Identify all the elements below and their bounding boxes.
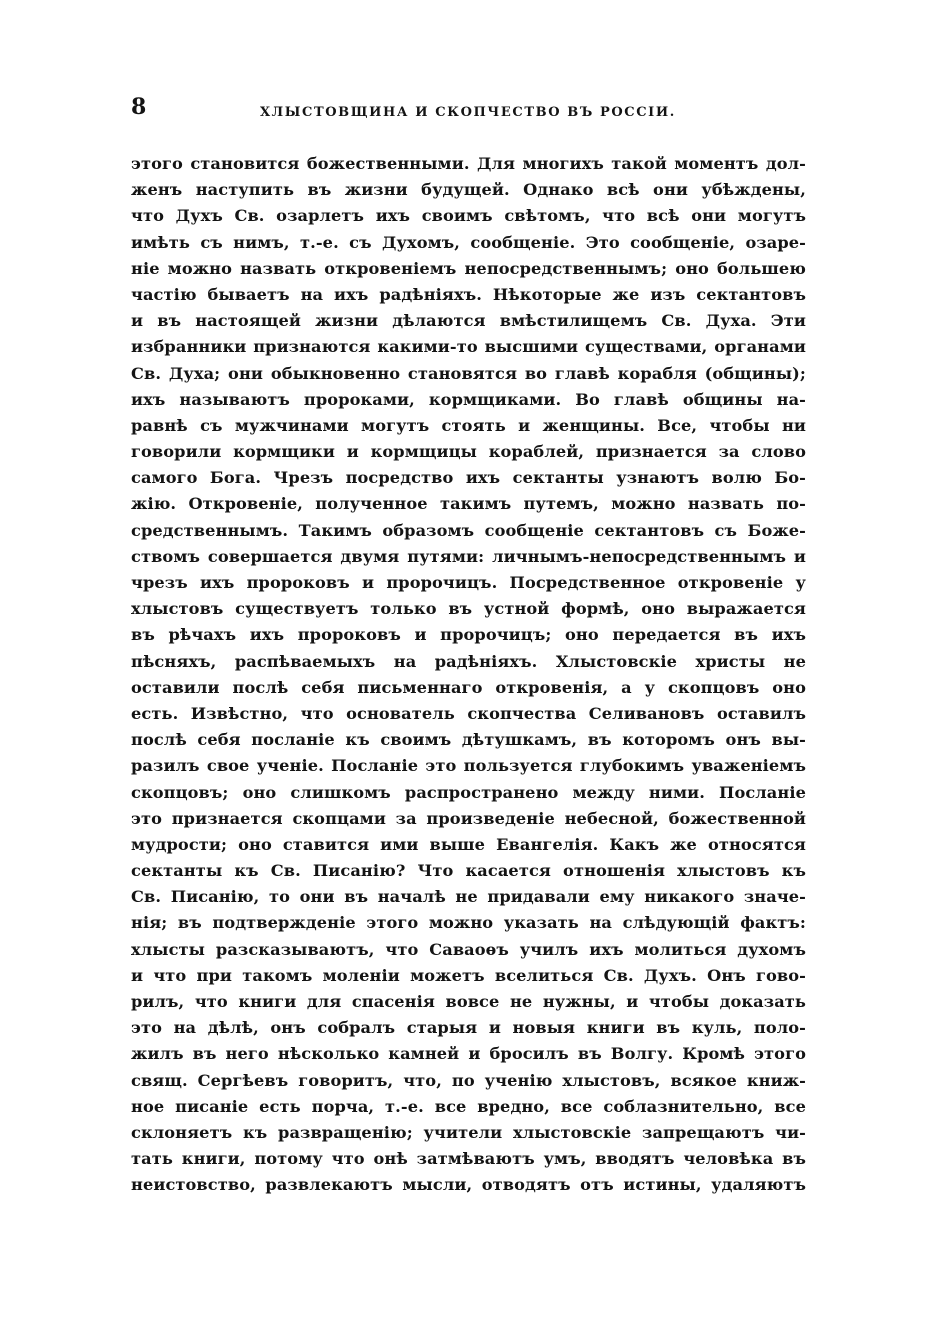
text-line: мудрости; оно ставится ими выше Евангелія. Какъ же относятся [131, 834, 806, 854]
text-line: чрезъ ихъ пророковъ и пророчицъ. Посредственное откровеніе у [131, 573, 806, 592]
text-line: Св. Духа; они обыкновенно становятся во главѣ корабля (общины); [131, 363, 806, 383]
text-line: жію. Откровеніе, полученное такимъ путемъ, можно назвать по- [131, 494, 806, 514]
text-line: жилъ въ него нѣсколько камней и бросилъ въ Волгу. Кромѣ этого [131, 1044, 806, 1064]
text-line: и что при такомъ моленіи можетъ вселиться Св. Духъ. Онъ гово- [131, 965, 806, 985]
text-line: оставили послѣ себя письменнаго откровенія, а у скопцовъ оно [131, 677, 806, 697]
running-title: ХЛЫСТОВЩИНА И СКОПЧЕСТВО ВЪ РОССІИ. [260, 105, 676, 120]
text-line: ихъ называютъ пророками, кормщиками. Во главѣ общины на- [131, 389, 806, 409]
text-line: есть. Извѣстно, что основатель скопчества Селивановъ оставилъ [131, 703, 806, 723]
text-line: неистовство, развлекаютъ мысли, отводятъ отъ истины, удаляютъ [131, 1175, 806, 1195]
text-line: женъ наступить въ жизни будущей. Однако всѣ они убѣждены, [131, 180, 806, 200]
text-line: разилъ свое ученіе. Посланіе это пользуется глубокимъ уваженіемъ [131, 756, 806, 776]
text-line: свящ. Сергѣевъ говоритъ, что, по ученію хлыстовъ, всякое книж- [131, 1070, 806, 1090]
text-line: этого становится божественными. Для многихъ такой моментъ дол- [131, 154, 806, 173]
text-line: нія; въ подтвержденіе этого можно указать на слѣдующій фактъ: [131, 913, 806, 933]
text-line: средственнымъ. Такимъ образомъ сообщеніе сектантовъ съ Боже- [131, 520, 806, 540]
text-line: избранники признаются какими-то высшими существами, органами [131, 337, 806, 357]
text-line: хлыстовъ существуетъ только въ устной формѣ, оно выражается [131, 599, 806, 619]
text-line: ное писаніе есть порча, т.-е. все вредно, все соблазнительно, все [131, 1096, 806, 1116]
text-line: скопцовъ; оно слишкомъ распространено между ними. Посланіе [131, 782, 806, 802]
text-line: Св. Писанію, то они въ началѣ не придавали ему никакого значе- [131, 887, 806, 907]
text-line: имѣть съ нимъ, т.-е. съ Духомъ, сообщеніе. Это сообщеніе, озаре- [131, 232, 806, 252]
text-line: это признается скопцами за произведеніе небесной, божественной [131, 808, 806, 828]
text-line: послѣ себя посланіе къ своимъ дѣтушкамъ, въ которомъ онъ вы- [131, 730, 806, 750]
text-line: равнѣ съ мужчинами могутъ стоять и женщины. Все, чтобы ни [131, 415, 806, 435]
text-line: говорили кормщики и кормщицы кораблей, признается за слово [131, 442, 806, 462]
text-line: рилъ, что книги для спасенія вовсе не нужны, и чтобы доказать [131, 992, 806, 1011]
body-text [131, 151, 806, 1199]
page-number: 8 [131, 94, 147, 120]
text-line: склоняетъ къ развращенію; учители хлыстовскіе запрещаютъ чи- [131, 1122, 806, 1142]
text-line: тать книги, потому что онѣ затмѣваютъ умъ, вводятъ человѣка въ [131, 1149, 806, 1169]
text-line: что Духъ Св. озарлетъ ихъ своимъ свѣтомъ, что всѣ они могутъ [131, 206, 806, 226]
text-line: пѣсняхъ, распѣваемыхъ на радѣніяхъ. Хлыстовскіе христы не [131, 651, 806, 671]
text-line: въ рѣчахъ ихъ пророковъ и пророчицъ; оно передается въ ихъ [131, 625, 806, 645]
text-line: ствомъ совершается двумя путями: личнымъ-непосредственнымъ и [131, 546, 806, 566]
text-line: это на дѣлѣ, онъ собралъ старыя и новыя книги въ куль, поло- [131, 1018, 806, 1038]
text-line: самого Бога. Чрезъ посредство ихъ сектанты узнаютъ волю Бо- [131, 468, 806, 488]
text-line: и въ настоящей жизни дѣлаются вмѣстилищемъ Св. Духа. Эти [131, 311, 806, 331]
text-line: частію бываетъ на ихъ радѣніяхъ. Нѣкоторые же изъ сектантовъ [131, 284, 806, 304]
text-line: сектанты къ Св. Писанію? Что касается отношенія хлыстовъ къ [131, 861, 806, 881]
text-line: ніе можно назвать откровеніемъ непосредственнымъ; оно большею [131, 258, 806, 278]
text-line: хлысты разсказываютъ, что Саваоѳъ училъ ихъ молиться духомъ [131, 939, 806, 959]
